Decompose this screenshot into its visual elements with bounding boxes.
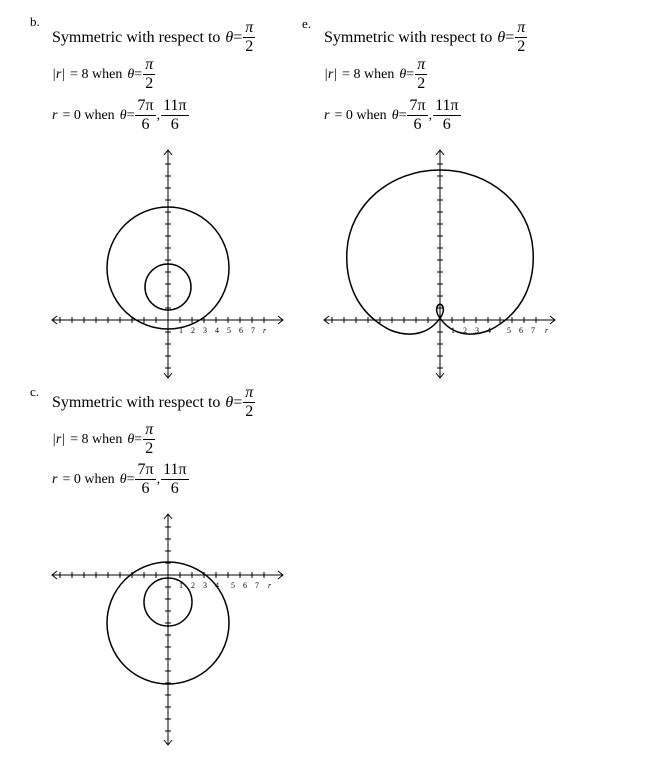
- fraction-numerator: π: [145, 56, 154, 73]
- axis-r-label: r: [268, 581, 272, 590]
- tick-label: 6: [519, 326, 523, 335]
- r-variable: r: [324, 107, 330, 123]
- axis-r-label: r: [263, 326, 267, 335]
- tick-label: 1: [179, 581, 183, 590]
- fraction-denominator: 6: [170, 480, 179, 497]
- symmetry-text: Symmetric with respect to: [52, 393, 221, 411]
- fraction-denominator: 6: [170, 116, 179, 133]
- tick-label: 5: [507, 326, 511, 335]
- fraction-denominator: 6: [413, 116, 422, 133]
- tick-label: 4: [215, 326, 219, 335]
- fraction-denominator: 6: [442, 116, 451, 133]
- symmetry-text: Symmetric with respect to: [52, 28, 221, 46]
- tick-label: 7: [251, 326, 255, 335]
- abs-r: |r|: [52, 66, 66, 82]
- r-variable: r: [52, 107, 58, 123]
- equals-sign: =: [233, 393, 243, 411]
- tick-label: 4: [215, 581, 219, 590]
- fraction-denominator: 2: [417, 75, 426, 92]
- equals-sign: =: [126, 471, 135, 487]
- axis-ticks: [60, 527, 264, 731]
- fraction-denominator: 6: [141, 480, 150, 497]
- fraction-denominator: 6: [141, 116, 150, 133]
- tick-label: 3: [203, 581, 207, 590]
- fraction-numerator: 11π: [435, 97, 459, 114]
- tick-label: 6: [243, 581, 247, 590]
- theta-symbol: θ: [391, 107, 399, 123]
- zero-r-equation: = 0 when: [334, 107, 387, 123]
- fraction-numerator: π: [517, 19, 526, 36]
- fraction-denominator: 2: [145, 440, 154, 457]
- fraction-numerator: 7π: [137, 461, 154, 478]
- equals-sign: =: [134, 66, 143, 82]
- fraction-denominator: 2: [245, 38, 254, 55]
- tick-label: 1: [451, 326, 455, 335]
- comma: ,: [428, 107, 433, 123]
- panel-label: e.: [302, 16, 312, 31]
- fraction-numerator: 11π: [163, 461, 187, 478]
- theta-symbol: θ: [225, 393, 234, 411]
- symmetry-text: Symmetric with respect to: [324, 28, 493, 46]
- tick-label: 5: [227, 326, 231, 335]
- tick-label: 7: [255, 581, 259, 590]
- fraction-numerator: π: [245, 384, 254, 401]
- theta-symbol: θ: [119, 471, 127, 487]
- theta-symbol: θ: [399, 66, 407, 82]
- abs-r-equation: = 8 when: [70, 431, 123, 447]
- r-variable: r: [52, 471, 58, 487]
- zero-r-equation: = 0 when: [62, 107, 115, 123]
- fraction-denominator: 2: [245, 403, 254, 420]
- equals-sign: =: [126, 107, 135, 123]
- tick-label: 3: [203, 326, 207, 335]
- tick-label: 2: [191, 326, 195, 335]
- tick-label: 2: [463, 326, 467, 335]
- comma: ,: [156, 107, 161, 123]
- tick-label: 4: [487, 326, 491, 335]
- theta-symbol: θ: [497, 28, 506, 46]
- abs-r: |r|: [52, 431, 66, 447]
- equals-sign: =: [398, 107, 407, 123]
- theta-symbol: θ: [225, 28, 234, 46]
- abs-r-equation: = 8 when: [70, 66, 123, 82]
- panel-label: b.: [30, 14, 40, 29]
- theta-symbol: θ: [127, 431, 135, 447]
- fraction-numerator: 7π: [137, 97, 154, 114]
- comma: ,: [156, 471, 161, 487]
- zero-r-equation: = 0 when: [62, 471, 115, 487]
- fraction-denominator: 2: [145, 75, 154, 92]
- fraction-numerator: 11π: [163, 97, 187, 114]
- theta-symbol: θ: [119, 107, 127, 123]
- fraction-numerator: 7π: [409, 97, 426, 114]
- equals-sign: =: [134, 431, 143, 447]
- equals-sign: =: [406, 66, 415, 82]
- abs-r-equation: = 8 when: [342, 66, 395, 82]
- fraction-numerator: π: [417, 56, 426, 73]
- panel-label: c.: [30, 384, 40, 399]
- fraction-denominator: 2: [517, 38, 526, 55]
- tick-label: 5: [231, 581, 235, 590]
- tick-label: 7: [531, 326, 535, 335]
- abs-r: |r|: [324, 66, 338, 82]
- tick-label: 2: [191, 581, 195, 590]
- tick-label: 1: [179, 326, 183, 335]
- fraction-numerator: π: [245, 19, 254, 36]
- axis-r-label: r: [545, 326, 549, 335]
- theta-symbol: θ: [127, 66, 135, 82]
- tick-labels: [179, 581, 272, 590]
- equals-sign: =: [505, 28, 515, 46]
- tick-label: 6: [239, 326, 243, 335]
- fraction-numerator: π: [145, 421, 154, 438]
- equals-sign: =: [233, 28, 243, 46]
- tick-label: 3: [475, 326, 479, 335]
